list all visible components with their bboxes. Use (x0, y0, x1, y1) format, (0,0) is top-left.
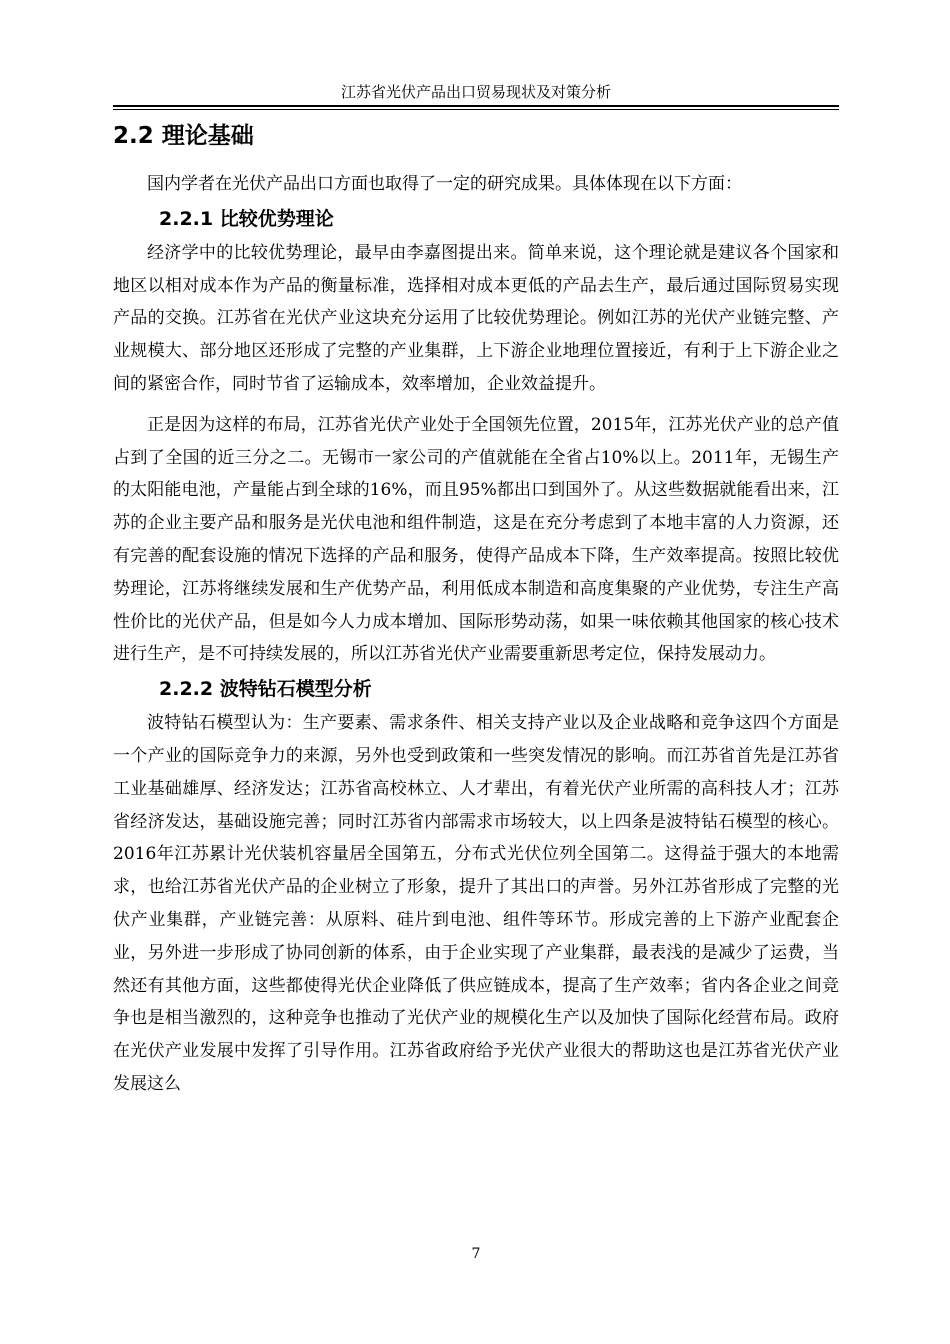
paragraph-porter-diamond-1: 波特钻石模型认为：生产要素、需求条件、相关支持产业以及企业战略和竞争这四个方面是一个产业的国际竞争力的来源，另外也受到政策和一些突发情况的影响。而江苏省首先是江苏省工业基础雄厚、经济发达；江苏省高校林立、人才辈出，有着光伏产业所需的高科技人才；江苏省经济发达，基础设施完善；同时江苏省内部需求市场较大，以上四条是波特钻石模型的核心。2016年江苏累计光伏装机容量居全国第五，分布式光伏位列全国第二。这得益于强大的本地需求，也给江苏省光伏产品的企业树立了形象，提升了其出口的声誉。另外江苏省形成了完整的光伏产业集群，产业链完善：从原料、硅片到电池、组件等环节。形成完善的上下游产业配套企业，另外进一步形成了协同创新的体系，由于企业实现了产业集群，最表浅的是减少了运费，当然还有其他方面，这些都使得光伏企业降低了供应链成本，提高了生产效率；省内各企业之间竞争也是相当激烈的，这种竞争也推动了光伏产业的规模化生产以及加快了国际化经营布局。政府在光伏产业发展中发挥了引导作用。江苏省政府给予光伏产业很大的帮助这也是江苏省光伏产业发展这么 (113, 713, 839, 1094)
document-body (113, 118, 839, 1101)
page-header-title: 江苏省光伏产品出口贸易现状及对策分析 (340, 83, 611, 101)
paragraph-comparative-advantage-1: 经济学中的比较优势理论，最早由李嘉图提出来。简单来说，这个理论就是建议各个国家和地区以相对成本作为产品的衡量标准，选择相对成本更低的产品去生产，最后通过国际贸易实现产品的交换。江苏省在光伏产业这块充分运用了比较优势理论。例如江苏的光伏产业链完整、产业规模大、部分地区还形成了完整的产业集群，上下游企业地理位置接近，有利于上下游企业之间的紧密合作，同时节省了运输成本，效率增加，企业效益提升。 (113, 242, 839, 394)
paragraph-comparative-advantage-2: 正是因为这样的布局，江苏省光伏产业处于全国领先位置，2015年，江苏光伏产业的总产值占到了全国的近三分之二。无锡市一家公司的产值就能在全省占10%以上。2011年，无锡生产的太阳能电池，产量能占到全球的16%，而且95%都出口到国外了。从这些数据就能看出来，江苏的企业主要产品和服务是光伏电池和组件制造，这是在充分考虑到了本地丰富的人力资源，还有完善的配套设施的情况下选择的产品和服务，使得产品成本下降，生产效率提高。按照比较优势理论，江苏将继续发展和生产优势产品，利用低成本制造和高度集聚的产业优势，专注生产高性价比的光伏产品，但是如今人力成本增加、国际形势动荡，如果一味依赖其他国家的核心技术进行生产，是不可持续发展的，所以江苏省光伏产业需要重新思考定位，保持发展动力。 (113, 414, 839, 665)
page-number: 7 (471, 1246, 481, 1262)
subsection-heading-porter-diamond: 2.2.2 波特钻石模型分析 (159, 678, 372, 701)
section-heading: 2.2 理论基础 (113, 123, 254, 149)
section-intro-paragraph: 国内学者在光伏产品出口方面也取得了一定的研究成果。具体体现在以下方面： (147, 174, 742, 194)
subsection-heading-comparative-advantage: 2.2.1 比较优势理论 (159, 207, 334, 230)
header-divider (113, 105, 839, 110)
